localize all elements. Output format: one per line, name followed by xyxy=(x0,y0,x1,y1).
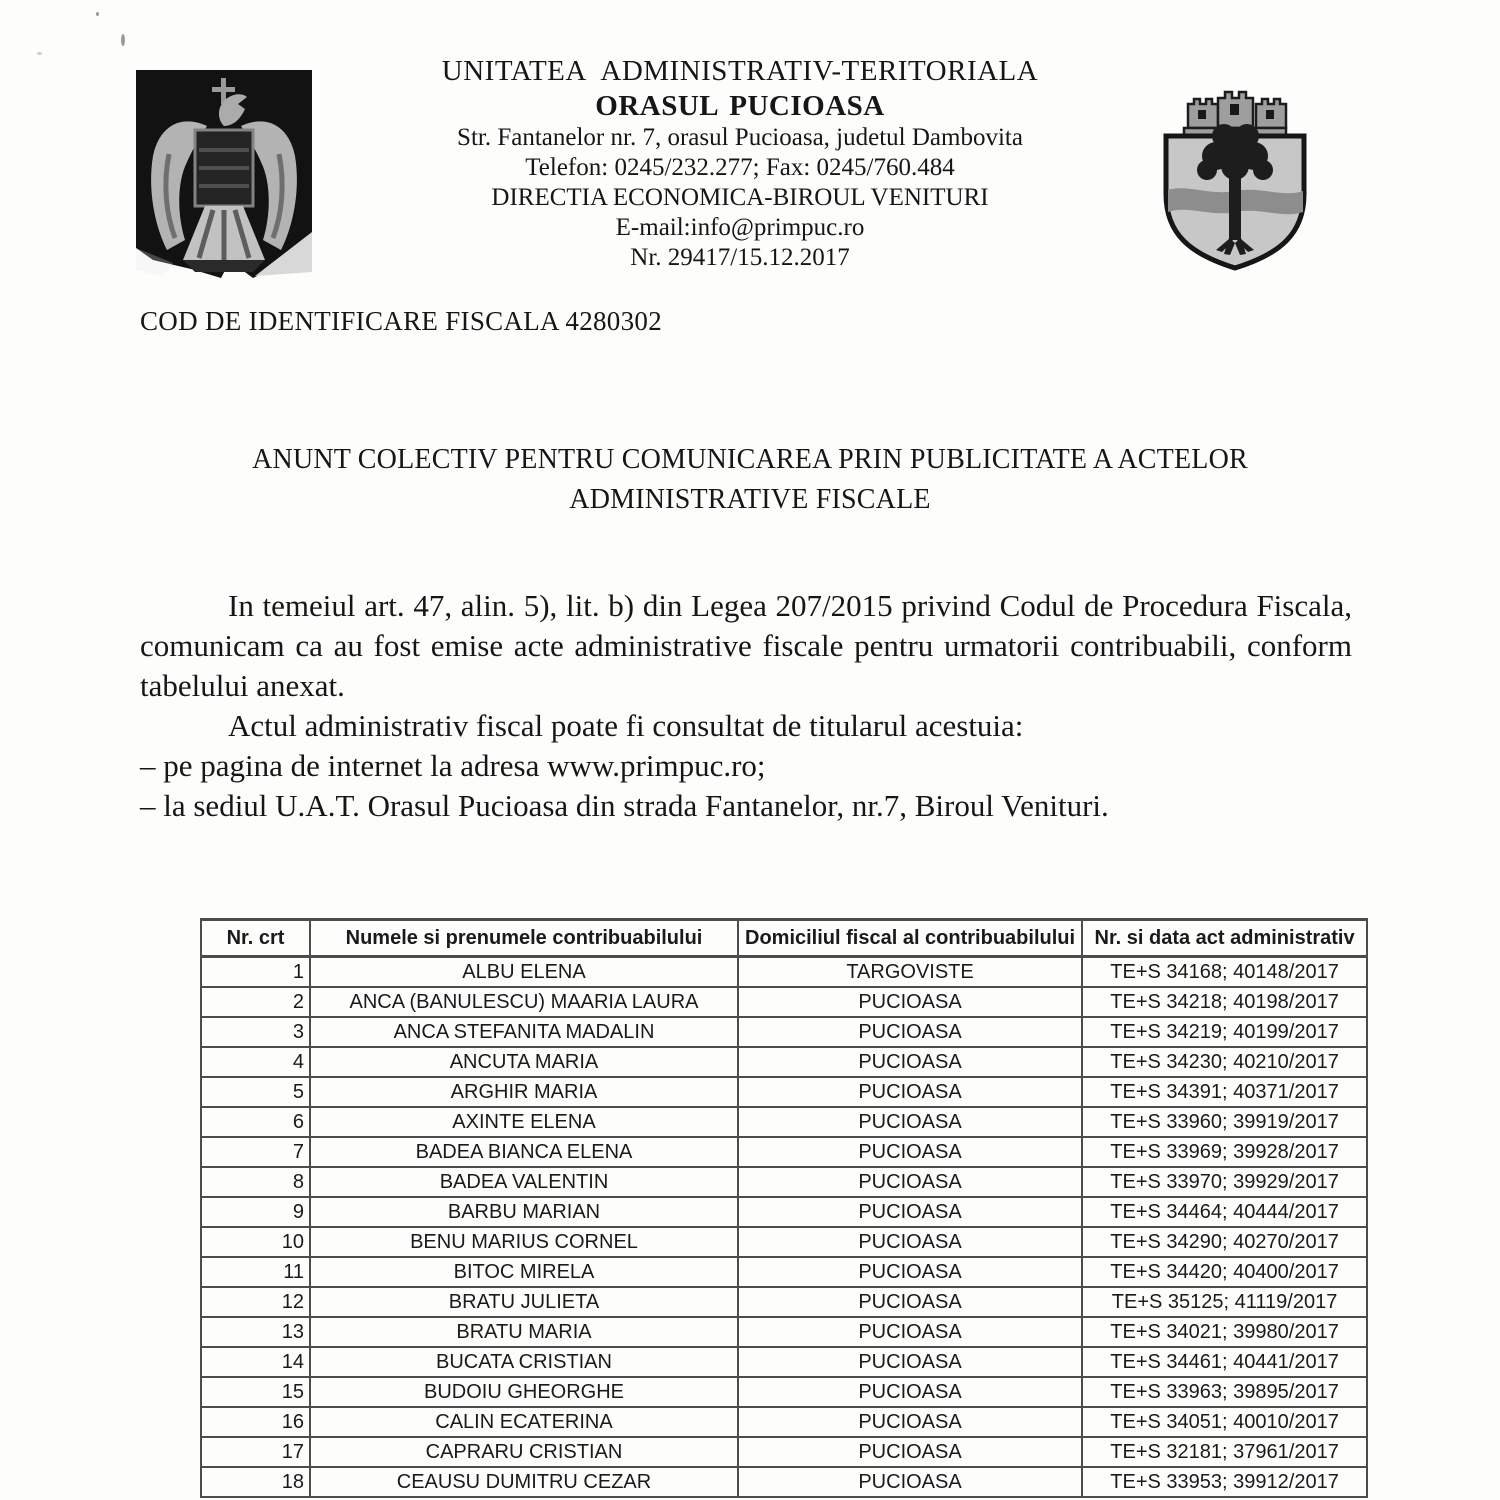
letterhead xyxy=(330,54,1150,273)
table-row xyxy=(201,1377,1367,1407)
body-text xyxy=(140,586,1352,826)
fiscal-domicile-cell: PUCIOASA xyxy=(738,1017,1082,1047)
fiscal-domicile-cell: PUCIOASA xyxy=(738,1377,1082,1407)
contributor-name-cell: BITOC MIRELA xyxy=(310,1257,738,1287)
act-number-date-cell: TE+S 34420; 40400/2017 xyxy=(1082,1257,1367,1287)
column-header: Nr. si data act administrativ xyxy=(1082,920,1367,957)
act-number-date-cell: TE+S 33960; 39919/2017 xyxy=(1082,1107,1367,1137)
consultation-option-website: – pe pagina de internet la adresa www.primpuc.ro; xyxy=(140,748,766,783)
contributor-name-cell: ARGHIR MARIA xyxy=(310,1077,738,1107)
table-row xyxy=(201,1407,1367,1437)
legal-basis-paragraph: In temeiul art. 47, alin. 5), lit. b) din Legea 207/2015 privind Codul de Procedura Fiscala, comunicam ca au fost emise acte administrative fiscale pentru urmatorii contribuabili, conform tabelului anexat. xyxy=(140,588,1352,703)
table-row xyxy=(201,1287,1367,1317)
contributor-name-cell: BUDOIU GHEORGHE xyxy=(310,1377,738,1407)
row-number-cell: 17 xyxy=(201,1437,310,1467)
row-number-cell: 10 xyxy=(201,1227,310,1257)
act-number-date-cell: TE+S 34461; 40441/2017 xyxy=(1082,1347,1367,1377)
contributor-name-cell: BADEA VALENTIN xyxy=(310,1167,738,1197)
fiscal-domicile-cell: PUCIOASA xyxy=(738,1317,1082,1347)
table-row xyxy=(201,1317,1367,1347)
table-row xyxy=(201,1137,1367,1167)
column-header: Domiciliul fiscal al contribuabilului xyxy=(738,920,1082,957)
act-number-date-cell: TE+S 34168; 40148/2017 xyxy=(1082,957,1367,988)
row-number-cell: 9 xyxy=(201,1197,310,1227)
fiscal-domicile-cell: PUCIOASA xyxy=(738,1227,1082,1257)
row-number-cell: 7 xyxy=(201,1137,310,1167)
romania-coat-of-arms-icon xyxy=(133,64,315,278)
row-number-cell: 1 xyxy=(201,957,310,988)
act-number-date-cell: TE+S 34290; 40270/2017 xyxy=(1082,1227,1367,1257)
row-number-cell: 16 xyxy=(201,1407,310,1437)
contributor-name-cell: BUCATA CRISTIAN xyxy=(310,1347,738,1377)
act-number-date-cell: TE+S 33969; 39928/2017 xyxy=(1082,1137,1367,1167)
fiscal-domicile-cell: PUCIOASA xyxy=(738,1047,1082,1077)
org-name-line1: UNITATEA ADMINISTRATIV-TERITORIALA xyxy=(441,55,1039,87)
fiscal-domicile-cell: PUCIOASA xyxy=(738,1107,1082,1137)
contributors-table xyxy=(200,918,1368,1498)
contributor-name-cell: CAPRARU CRISTIAN xyxy=(310,1437,738,1467)
contributor-name-cell: BRATU MARIA xyxy=(310,1317,738,1347)
contributor-name-cell: CALIN ECATERINA xyxy=(310,1407,738,1437)
scan-artifact xyxy=(37,52,42,55)
document-title-line1: ANUNT COLECTIV PENTRU COMUNICAREA PRIN PUBLICITATE A ACTELOR xyxy=(252,444,1248,475)
header-row xyxy=(201,920,1367,957)
fiscal-domicile-cell: PUCIOASA xyxy=(738,1257,1082,1287)
fiscal-domicile-cell: PUCIOASA xyxy=(738,987,1082,1017)
document-title-line2: ADMINISTRATIVE FISCALE xyxy=(569,484,931,515)
table-row xyxy=(201,1227,1367,1257)
table-row xyxy=(201,957,1367,988)
row-number-cell: 6 xyxy=(201,1107,310,1137)
fiscal-domicile-cell: PUCIOASA xyxy=(738,1167,1082,1197)
act-number-date-cell: TE+S 34218; 40198/2017 xyxy=(1082,987,1367,1017)
fiscal-domicile-cell: PUCIOASA xyxy=(738,1287,1082,1317)
act-number-date-cell: TE+S 33953; 39912/2017 xyxy=(1082,1467,1367,1497)
consultation-paragraph: Actul administrativ fiscal poate fi consultat de titularul acestuia: xyxy=(228,708,1024,743)
table-row xyxy=(201,1077,1367,1107)
row-number-cell: 8 xyxy=(201,1167,310,1197)
contributor-name-cell: ANCUTA MARIA xyxy=(310,1047,738,1077)
row-number-cell: 4 xyxy=(201,1047,310,1077)
act-number-date-cell: TE+S 34391; 40371/2017 xyxy=(1082,1077,1367,1107)
fiscal-domicile-cell: PUCIOASA xyxy=(738,1077,1082,1107)
org-phone-fax: Telefon: 0245/232.277; Fax: 0245/760.484 xyxy=(525,154,955,181)
table-row xyxy=(201,1017,1367,1047)
table-row xyxy=(201,1347,1367,1377)
contributor-name-cell: ANCA STEFANITA MADALIN xyxy=(310,1017,738,1047)
table-row xyxy=(201,1197,1367,1227)
fiscal-domicile-cell: PUCIOASA xyxy=(738,1137,1082,1167)
contributor-name-cell: BARBU MARIAN xyxy=(310,1197,738,1227)
document-title xyxy=(100,440,1400,520)
act-number-date-cell: TE+S 35125; 41119/2017 xyxy=(1082,1287,1367,1317)
table-row xyxy=(201,1437,1367,1467)
fiscal-domicile-cell: TARGOVISTE xyxy=(738,957,1082,988)
contributor-name-cell: BRATU JULIETA xyxy=(310,1287,738,1317)
act-number-date-cell: TE+S 33963; 39895/2017 xyxy=(1082,1377,1367,1407)
table-row xyxy=(201,1467,1367,1497)
table-row xyxy=(201,1047,1367,1077)
contributor-name-cell: ALBU ELENA xyxy=(310,957,738,988)
fiscal-domicile-cell: PUCIOASA xyxy=(738,1437,1082,1467)
column-header: Nr. crt xyxy=(201,920,310,957)
table-row xyxy=(201,987,1367,1017)
column-header: Numele si prenumele contribuabilului xyxy=(310,920,738,957)
row-number-cell: 13 xyxy=(201,1317,310,1347)
act-number-date-cell: TE+S 34021; 39980/2017 xyxy=(1082,1317,1367,1347)
row-number-cell: 14 xyxy=(201,1347,310,1377)
fiscal-domicile-cell: PUCIOASA xyxy=(738,1467,1082,1497)
contributor-name-cell: BENU MARIUS CORNEL xyxy=(310,1227,738,1257)
org-department: DIRECTIA ECONOMICA-BIROUL VENITURI xyxy=(491,184,989,211)
contributor-name-cell: AXINTE ELENA xyxy=(310,1107,738,1137)
contributors-table-body xyxy=(201,957,1367,1498)
row-number-cell: 18 xyxy=(201,1467,310,1497)
table-row xyxy=(201,1167,1367,1197)
table-row xyxy=(201,1257,1367,1287)
fiscal-domicile-cell: PUCIOASA xyxy=(738,1347,1082,1377)
fiscal-domicile-cell: PUCIOASA xyxy=(738,1407,1082,1437)
table-row xyxy=(201,1107,1367,1137)
act-number-date-cell: TE+S 34219; 40199/2017 xyxy=(1082,1017,1367,1047)
act-number-date-cell: TE+S 33970; 39929/2017 xyxy=(1082,1167,1367,1197)
contributors-table-head xyxy=(201,920,1367,957)
scan-artifact xyxy=(121,34,125,46)
registration-number: Nr. 29417/15.12.2017 xyxy=(630,244,850,271)
row-number-cell: 2 xyxy=(201,987,310,1017)
org-email: E-mail:info@primpuc.ro xyxy=(615,214,865,241)
row-number-cell: 5 xyxy=(201,1077,310,1107)
row-number-cell: 15 xyxy=(201,1377,310,1407)
row-number-cell: 12 xyxy=(201,1287,310,1317)
scan-artifact xyxy=(96,12,99,16)
act-number-date-cell: TE+S 34464; 40444/2017 xyxy=(1082,1197,1367,1227)
org-name-line2: ORASUL PUCIOASA xyxy=(595,90,885,122)
consultation-option-office: – la sediul U.A.T. Orasul Pucioasa din strada Fantanelor, nr.7, Biroul Venituri. xyxy=(140,788,1109,823)
fiscal-domicile-cell: PUCIOASA xyxy=(738,1197,1082,1227)
contributor-name-cell: CEAUSU DUMITRU CEZAR xyxy=(310,1467,738,1497)
row-number-cell: 11 xyxy=(201,1257,310,1287)
pucioasa-city-coat-of-arms-icon xyxy=(1158,88,1312,272)
contributor-name-cell: ANCA (BANULESCU) MAARIA LAURA xyxy=(310,987,738,1017)
contributor-name-cell: BADEA BIANCA ELENA xyxy=(310,1137,738,1167)
act-number-date-cell: TE+S 34051; 40010/2017 xyxy=(1082,1407,1367,1437)
row-number-cell: 3 xyxy=(201,1017,310,1047)
fiscal-code-line: COD DE IDENTIFICARE FISCALA 4280302 xyxy=(140,306,663,336)
org-address: Str. Fantanelor nr. 7, orasul Pucioasa, judetul Dambovita xyxy=(457,124,1023,151)
act-number-date-cell: TE+S 32181; 37961/2017 xyxy=(1082,1437,1367,1467)
act-number-date-cell: TE+S 34230; 40210/2017 xyxy=(1082,1047,1367,1077)
